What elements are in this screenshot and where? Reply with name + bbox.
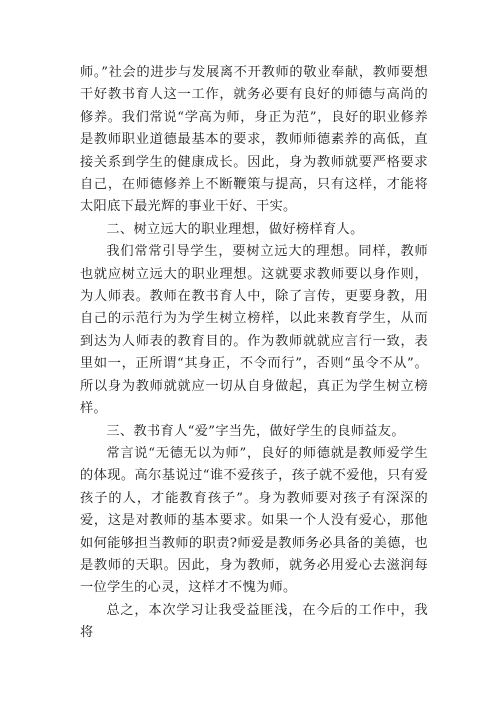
section-heading: 二、树立远大的职业理想，做好榜样育人。 <box>106 221 364 237</box>
body-paragraph: 我们常常引导学生，要树立远大的理想。同样，教师也就应树立远大的职业理想。这就要求教师要以身作则，为人师表。教师在教书育人中，除了言传，更要身教，用自己的示范行为为学生树立榜样，以此来教育学生，从而到达为人师表的教育目的。作为教师就就应言行一致，表里如一，正所谓“其身正，不令而行”，否则“虽令不从”。所以身为教师就就应一切从自身做起，真正为学生树立榜样。 <box>80 244 428 417</box>
body-paragraph: 师。”社会的进步与发展离不开教师的敬业奉献，教师要想干好教书育人这一工作，就务必要有良好的师德与高尚的修养。我们常说“学高为师，身正为范”，良好的职业修养是教师职业道德最基本的要求，教师师德素养的高低，直接关系到学生的健康成长。因此，身为教师就要严格要求自己，在师德修养上不断鞭策与提高，只有这样，才能将太阳底下最光辉的事业干好、干实。 <box>80 65 428 215</box>
body-paragraph: 常言说“无德无以为师”，良好的师德就是教师爱学生的体现。高尔基说过“谁不爱孩子，孩子就不爱他，只有爱孩子的人，才能教育孩子”。身为教师要对孩子有深深的爱，这是对教师的基本要求。如果一个人没有爱心，那他如何能够担当教师的职责?师爱是教师务必具备的美德，也是教师的天职。因此，身为教师，就务必用爱心去滋润每一位学生的心灵，这样才不愧为师。 <box>80 445 428 596</box>
section-heading: 三、教书育人“爱”字当先，做好学生的良师益友。 <box>106 423 405 439</box>
document-page <box>80 62 428 645</box>
body-paragraph: 总之，本次学习让我受益匪浅，在今后的工作中，我将 <box>80 602 428 641</box>
